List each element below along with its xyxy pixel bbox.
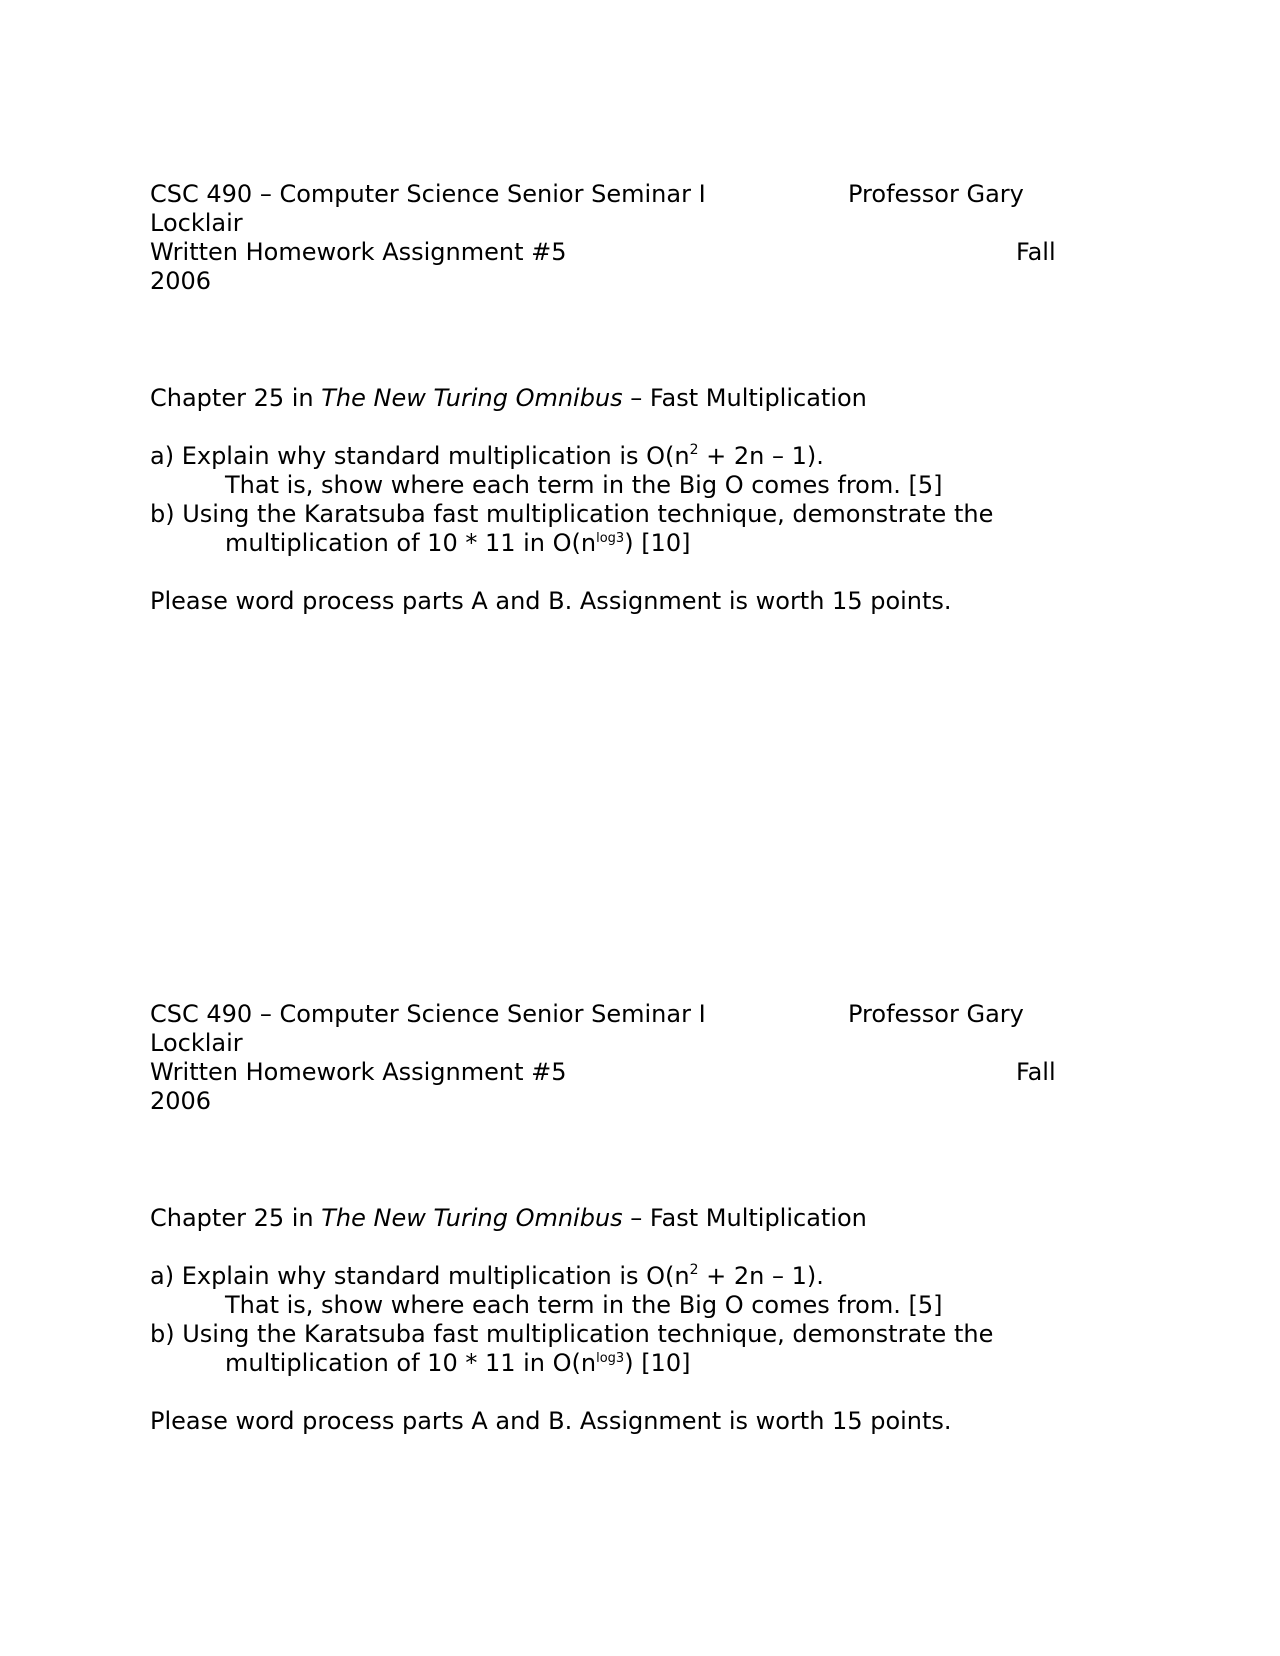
course-title: CSC 490 – Computer Science Senior Seminar I — [150, 1000, 706, 1028]
question-a-line-1 — [150, 442, 1070, 471]
question-b-text: multiplication of 10 * 11 in O(n — [225, 1349, 597, 1377]
exponent-log: log3 — [596, 531, 625, 546]
exponent: 2 — [689, 442, 699, 458]
question-a-text: a) Explain why standard multiplication is O(n — [150, 1262, 690, 1290]
book-title: The New Turing Omnibus — [321, 384, 623, 412]
question-b-line-1: b) Using the Karatsuba fast multiplication technique, demonstrate the — [150, 1320, 994, 1348]
header-line-2 — [150, 238, 1070, 267]
chapter-heading — [150, 1204, 1070, 1233]
assignment-block-1 — [150, 180, 1070, 616]
chapter-prefix: Chapter 25 in — [150, 384, 322, 412]
question-b-text: multiplication of 10 * 11 in O(n — [225, 529, 597, 557]
exponent-log: log3 — [596, 1351, 625, 1366]
professor-name: Professor Gary — [848, 180, 1024, 208]
question-a-line-1 — [150, 1262, 1070, 1291]
term-label: Fall — [1016, 1058, 1056, 1086]
chapter-prefix: Chapter 25 in — [150, 1204, 322, 1232]
question-a-line-2: That is, show where each term in the Big O comes from. [5] — [225, 471, 943, 499]
exponent: 2 — [689, 1262, 699, 1278]
question-b-text-end: ) [10] — [624, 1349, 691, 1377]
term-label: Fall — [1016, 238, 1056, 266]
header-line-2 — [150, 1058, 1070, 1087]
question-a-text-end: + 2n – 1). — [698, 1262, 824, 1290]
header-line-1 — [150, 1000, 1070, 1029]
header-line-1 — [150, 180, 1070, 209]
assignment-block-2 — [150, 1000, 1070, 1436]
question-b-line-1: b) Using the Karatsuba fast multiplication technique, demonstrate the — [150, 500, 994, 528]
professor-name-continued: Locklair — [150, 1029, 243, 1057]
question-a-text-end: + 2n – 1). — [698, 442, 824, 470]
question-a-text: a) Explain why standard multiplication is O(n — [150, 442, 690, 470]
term-year: 2006 — [150, 1087, 212, 1115]
chapter-suffix: – Fast Multiplication — [622, 384, 867, 412]
term-year: 2006 — [150, 267, 212, 295]
chapter-heading — [150, 384, 1070, 413]
question-b-line-2 — [150, 529, 1070, 558]
professor-name-continued: Locklair — [150, 209, 243, 237]
instructions-note: Please word process parts A and B. Assignment is worth 15 points. — [150, 1407, 952, 1435]
book-title: The New Turing Omnibus — [321, 1204, 623, 1232]
course-title: CSC 490 – Computer Science Senior Seminar I — [150, 180, 706, 208]
question-a-line-2: That is, show where each term in the Big O comes from. [5] — [225, 1291, 943, 1319]
assignment-title: Written Homework Assignment #5 — [150, 1058, 567, 1086]
professor-name: Professor Gary — [848, 1000, 1024, 1028]
assignment-title: Written Homework Assignment #5 — [150, 238, 567, 266]
question-b-text-end: ) [10] — [624, 529, 691, 557]
question-b-line-2 — [150, 1349, 1070, 1378]
instructions-note: Please word process parts A and B. Assignment is worth 15 points. — [150, 587, 952, 615]
chapter-suffix: – Fast Multiplication — [622, 1204, 867, 1232]
